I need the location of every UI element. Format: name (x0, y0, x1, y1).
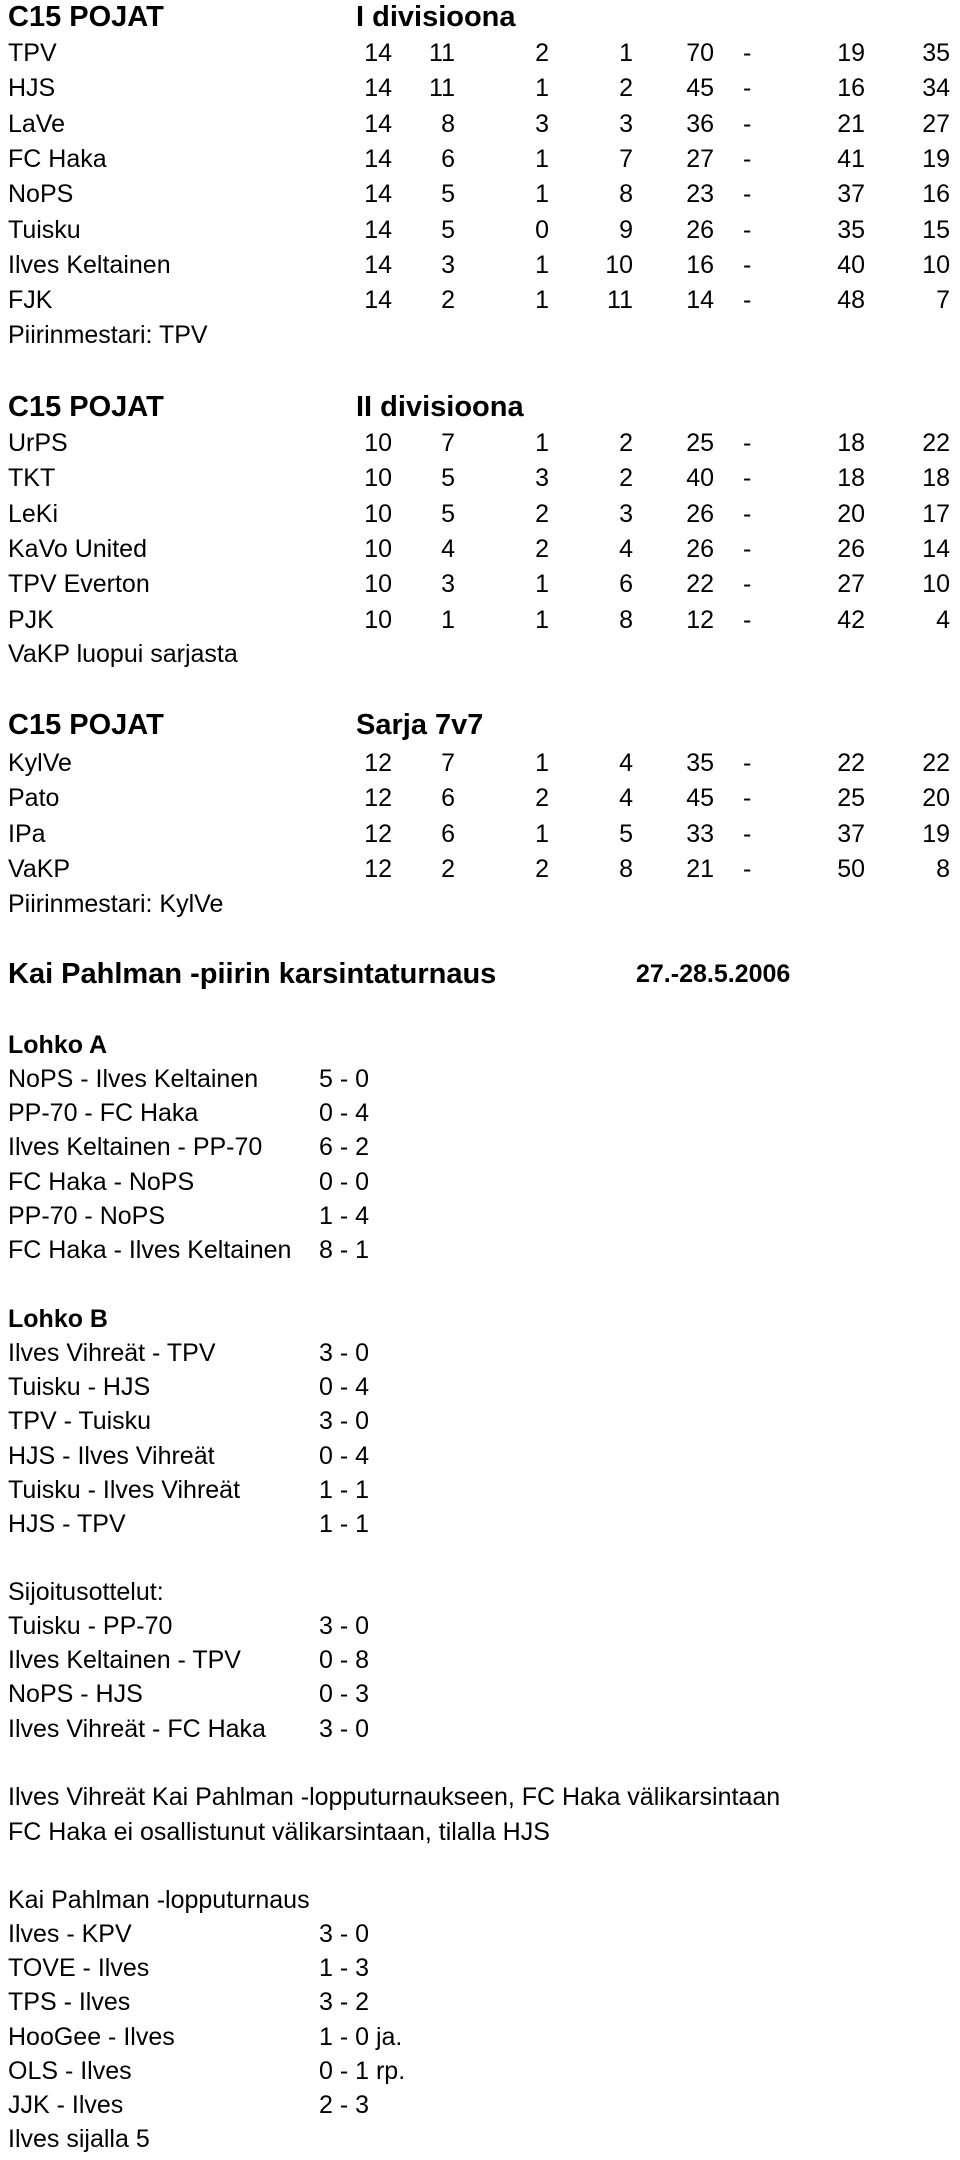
cell-ga: 42 (837, 605, 865, 634)
cell-gf: 27 (686, 144, 714, 173)
division1-note: Piirinmestari: TPV (8, 321, 208, 349)
cell-d: 2 (535, 854, 549, 883)
match-row (8, 1609, 958, 1643)
cell-p: 14 (364, 39, 392, 67)
cell-gf: 70 (686, 39, 714, 67)
cell-pts: 20 (922, 784, 950, 813)
cell-l: 11 (607, 286, 633, 315)
match-teams: NoPS - HJS (8, 1680, 143, 1709)
division3-header (8, 708, 958, 742)
match-score: 3 - 0 (319, 1612, 370, 1640)
cell-ga: 18 (837, 429, 865, 457)
cell-l: 3 (619, 499, 633, 528)
cell-w: 8 (441, 109, 455, 138)
cell-gf: 45 (686, 74, 714, 103)
cell-p: 14 (364, 286, 392, 315)
cell-ga: 35 (837, 215, 865, 244)
cell-w: 11 (429, 74, 455, 103)
cell-p: 14 (364, 109, 392, 138)
cell-w: 6 (441, 784, 455, 813)
team-name: Tuisku (8, 215, 81, 244)
match-teams: TOVE - Ilves (8, 1954, 150, 1983)
cell-dash: - (743, 109, 752, 138)
team-name: NoPS (8, 180, 74, 209)
cell-d: 1 (535, 180, 549, 209)
match-teams: HooGee - Ilves (8, 2022, 175, 2051)
match-row (8, 1712, 958, 1746)
cell-p: 12 (364, 749, 392, 777)
table-row (8, 817, 958, 851)
table-row (8, 532, 958, 566)
match-teams: HJS - Ilves Vihreät (8, 1441, 215, 1470)
cell-ga: 21 (837, 109, 865, 138)
cell-pts: 35 (922, 39, 950, 67)
match-row (8, 1404, 958, 1438)
cell-l: 4 (619, 534, 633, 563)
cell-pts: 10 (922, 250, 950, 279)
cell-gf: 26 (686, 534, 714, 563)
cell-pts: 17 (922, 499, 950, 528)
cell-ga: 16 (837, 74, 865, 103)
cell-w: 5 (441, 464, 455, 493)
cell-d: 1 (535, 74, 549, 103)
match-teams: Ilves Vihreät - FC Haka (8, 1714, 266, 1743)
cell-gf: 25 (686, 429, 714, 457)
match-row (8, 1165, 958, 1199)
cell-gf: 22 (686, 570, 714, 599)
cell-w: 2 (441, 854, 455, 883)
cell-l: 8 (619, 605, 633, 634)
table-row (8, 213, 958, 247)
cell-p: 14 (364, 180, 392, 209)
cell-ga: 40 (837, 250, 865, 279)
cell-pts: 15 (922, 215, 950, 244)
match-row (8, 1643, 958, 1677)
cell-pts: 14 (922, 534, 950, 563)
cell-pts: 22 (922, 749, 950, 777)
cell-l: 9 (619, 215, 633, 244)
team-name: Ilves Keltainen (8, 250, 171, 279)
cell-w: 3 (441, 250, 455, 279)
match-row (8, 2054, 958, 2088)
cell-l: 2 (619, 74, 633, 103)
team-name: FC Haka (8, 144, 107, 173)
cell-d: 1 (535, 144, 549, 173)
table-row (8, 746, 958, 780)
cell-p: 12 (364, 784, 392, 813)
match-score: 1 - 1 (319, 1510, 370, 1538)
group-b-title: Lohko B (8, 1305, 108, 1333)
team-name: HJS (8, 74, 56, 103)
cell-dash: - (743, 749, 752, 777)
cell-dash: - (743, 784, 752, 813)
cell-d: 2 (535, 534, 549, 563)
match-row (8, 1096, 958, 1130)
division1-title: C15 POJAT (8, 1, 164, 33)
table-row (8, 177, 958, 211)
cell-d: 1 (535, 570, 549, 599)
table-row (8, 426, 958, 460)
cell-p: 12 (364, 819, 392, 848)
team-name: PJK (8, 605, 54, 634)
cell-gf: 45 (686, 784, 714, 813)
cell-w: 7 (441, 749, 455, 777)
cell-l: 8 (619, 854, 633, 883)
cell-gf: 40 (686, 464, 714, 493)
match-score: 8 - 1 (319, 1236, 370, 1264)
match-teams: Ilves Keltainen - PP-70 (8, 1133, 263, 1162)
cell-d: 1 (535, 250, 549, 279)
team-name: TKT (8, 464, 56, 493)
cell-l: 1 (619, 39, 633, 67)
cell-gf: 21 (686, 854, 714, 883)
match-row (8, 2088, 958, 2122)
cell-l: 8 (619, 180, 633, 209)
division2-title: C15 POJAT (8, 391, 164, 423)
cell-ga: 50 (837, 854, 865, 883)
cell-ga: 37 (837, 180, 865, 209)
division2-header (8, 390, 958, 424)
cell-dash: - (743, 499, 752, 528)
tournament-note-2: FC Haka ei osallistunut välikarsintaan, tilalla HJS (8, 1818, 550, 1846)
table-row (8, 248, 958, 282)
match-score: 0 - 4 (319, 1373, 370, 1402)
cell-p: 12 (364, 854, 392, 883)
cell-dash: - (743, 215, 752, 244)
cell-l: 4 (619, 749, 633, 777)
cell-l: 3 (619, 109, 633, 138)
final-result: Ilves sijalla 5 (8, 2125, 150, 2153)
cell-dash: - (743, 534, 752, 563)
cell-w: 1 (441, 605, 455, 634)
cell-pts: 10 (922, 570, 950, 599)
cell-dash: - (743, 819, 752, 848)
cell-pts: 7 (936, 286, 950, 315)
match-score: 3 - 0 (319, 1714, 370, 1743)
table-row (8, 461, 958, 495)
cell-w: 11 (429, 39, 455, 67)
group-a-title: Lohko A (8, 1031, 108, 1059)
cell-ga: 20 (837, 499, 865, 528)
cell-dash: - (743, 286, 752, 315)
team-name: Pato (8, 784, 60, 813)
table-row (8, 107, 958, 141)
cell-ga: 22 (837, 749, 865, 777)
match-teams: JJK - Ilves (8, 2091, 124, 2119)
cell-ga: 37 (837, 819, 865, 848)
cell-p: 10 (364, 570, 392, 599)
cell-w: 3 (441, 570, 455, 599)
cell-dash: - (743, 74, 752, 103)
cell-l: 4 (619, 784, 633, 813)
tournament-header (8, 957, 958, 991)
match-score: 0 - 1 rp. (319, 2056, 406, 2085)
final-title: Kai Pahlman -lopputurnaus (8, 1886, 310, 1914)
cell-d: 3 (535, 464, 549, 493)
match-row (8, 1473, 958, 1507)
match-row (8, 1233, 958, 1267)
cell-d: 1 (535, 429, 549, 457)
cell-ga: 48 (837, 286, 865, 315)
cell-p: 10 (364, 464, 392, 493)
match-teams: PP-70 - FC Haka (8, 1099, 199, 1128)
cell-pts: 34 (922, 74, 950, 103)
match-row (8, 1199, 958, 1233)
match-teams: Tuisku - Ilves Vihreät (8, 1475, 241, 1504)
cell-dash: - (743, 464, 752, 493)
cell-gf: 35 (686, 749, 714, 777)
table-row (8, 36, 958, 70)
team-name: KylVe (8, 749, 72, 777)
team-name: TPV Everton (8, 570, 150, 599)
cell-l: 7 (619, 144, 633, 173)
cell-ga: 25 (837, 784, 865, 813)
cell-gf: 26 (686, 499, 714, 528)
cell-pts: 22 (922, 429, 950, 457)
match-score: 0 - 0 (319, 1167, 370, 1196)
placement-title: Sijoitusottelut: (8, 1578, 164, 1606)
tournament-title: Kai Pahlman -piirin karsintaturnaus (8, 958, 497, 990)
cell-dash: - (743, 39, 752, 67)
cell-d: 3 (535, 109, 549, 138)
cell-p: 14 (364, 74, 392, 103)
cell-ga: 19 (837, 39, 865, 67)
match-score: 3 - 0 (319, 1339, 370, 1367)
cell-w: 5 (441, 215, 455, 244)
cell-gf: 16 (686, 250, 714, 279)
team-name: LeKi (8, 499, 59, 528)
match-teams: Tuisku - HJS (8, 1373, 151, 1402)
cell-gf: 14 (686, 286, 714, 315)
table-row (8, 71, 958, 105)
match-score: 1 - 0 ja. (319, 2022, 403, 2051)
cell-ga: 18 (837, 464, 865, 493)
match-teams: HJS - TPV (8, 1510, 126, 1538)
team-name: VaKP (8, 854, 71, 883)
match-score: 0 - 8 (319, 1646, 370, 1675)
cell-d: 2 (535, 39, 549, 67)
cell-w: 6 (441, 144, 455, 173)
table-row (8, 142, 958, 176)
cell-gf: 12 (686, 605, 714, 634)
cell-ga: 41 (837, 144, 865, 173)
match-score: 0 - 4 (319, 1441, 370, 1470)
match-teams: PP-70 - NoPS (8, 1201, 166, 1230)
cell-p: 14 (364, 215, 392, 244)
match-teams: FC Haka - Ilves Keltainen (8, 1236, 292, 1264)
match-score: 2 - 3 (319, 2091, 370, 2119)
cell-ga: 26 (837, 534, 865, 563)
cell-gf: 26 (686, 215, 714, 244)
cell-w: 4 (441, 534, 455, 563)
cell-d: 2 (535, 499, 549, 528)
cell-d: 1 (535, 605, 549, 634)
cell-w: 2 (441, 286, 455, 315)
cell-dash: - (743, 180, 752, 209)
match-teams: TPV - Tuisku (8, 1407, 152, 1436)
table-row (8, 781, 958, 815)
cell-gf: 33 (686, 819, 714, 848)
cell-gf: 36 (686, 109, 714, 138)
division3-subtitle: Sarja 7v7 (356, 709, 484, 741)
division2-note: VaKP luopui sarjasta (8, 640, 238, 668)
division1-header (8, 0, 958, 34)
table-row (8, 567, 958, 601)
match-teams: Ilves Keltainen - TPV (8, 1646, 241, 1675)
cell-w: 6 (441, 819, 455, 848)
match-teams: TPS - Ilves (8, 1988, 131, 2017)
table-row (8, 497, 958, 531)
match-teams: FC Haka - NoPS (8, 1167, 195, 1196)
cell-pts: 19 (922, 819, 950, 848)
match-score: 0 - 4 (319, 1099, 370, 1128)
cell-pts: 27 (922, 109, 950, 138)
match-row (8, 1917, 958, 1951)
cell-dash: - (743, 144, 752, 173)
cell-pts: 19 (922, 144, 950, 173)
cell-p: 10 (364, 534, 392, 563)
cell-dash: - (743, 605, 752, 634)
division2-subtitle: II divisioona (356, 391, 524, 423)
match-row (8, 1507, 958, 1541)
match-row (8, 1336, 958, 1370)
cell-w: 7 (441, 429, 455, 457)
match-row (8, 2020, 958, 2054)
cell-l: 5 (619, 819, 633, 848)
cell-dash: - (743, 854, 752, 883)
match-score: 0 - 3 (319, 1680, 370, 1709)
division3-title: C15 POJAT (8, 709, 164, 741)
team-name: TPV (8, 39, 57, 67)
team-name: IPa (8, 819, 46, 848)
match-row (8, 1951, 958, 1985)
match-teams: Tuisku - PP-70 (8, 1612, 173, 1640)
match-score: 3 - 0 (319, 1920, 370, 1948)
cell-p: 14 (364, 144, 392, 173)
cell-p: 10 (364, 605, 392, 634)
division3-note: Piirinmestari: KylVe (8, 890, 224, 918)
match-row (8, 1370, 958, 1404)
cell-l: 6 (619, 570, 633, 599)
table-row (8, 603, 958, 637)
cell-pts: 18 (922, 464, 950, 493)
team-name: KaVo United (8, 534, 147, 563)
team-name: LaVe (8, 109, 66, 138)
table-row (8, 283, 958, 317)
match-score: 5 - 0 (319, 1065, 370, 1093)
cell-dash: - (743, 429, 752, 457)
match-teams: NoPS - Ilves Keltainen (8, 1065, 259, 1093)
match-score: 3 - 0 (319, 1407, 370, 1436)
cell-l: 10 (605, 250, 633, 279)
cell-d: 2 (535, 784, 549, 813)
cell-pts: 16 (922, 180, 950, 209)
cell-w: 5 (441, 499, 455, 528)
match-score: 6 - 2 (319, 1133, 370, 1162)
match-row (8, 1985, 958, 2019)
match-teams: Ilves Vihreät - TPV (8, 1339, 216, 1367)
match-score: 3 - 2 (319, 1988, 370, 2017)
cell-dash: - (743, 250, 752, 279)
cell-ga: 27 (837, 570, 865, 599)
cell-p: 10 (364, 499, 392, 528)
cell-p: 14 (364, 250, 392, 279)
team-name: FJK (8, 286, 53, 315)
cell-w: 5 (441, 180, 455, 209)
match-teams: OLS - Ilves (8, 2056, 132, 2085)
match-row (8, 1439, 958, 1473)
cell-d: 1 (535, 749, 549, 777)
table-row (8, 852, 958, 886)
cell-pts: 4 (936, 605, 950, 634)
match-row (8, 1677, 958, 1711)
division1-subtitle: I divisioona (356, 1, 516, 33)
cell-gf: 23 (686, 180, 714, 209)
cell-dash: - (743, 570, 752, 599)
cell-d: 1 (535, 286, 549, 315)
tournament-note-1: Ilves Vihreät Kai Pahlman -lopputurnaukseen, FC Haka välikarsintaan (8, 1783, 781, 1811)
cell-l: 2 (619, 464, 633, 493)
match-row (8, 1062, 958, 1096)
match-score: 1 - 1 (319, 1475, 370, 1504)
cell-pts: 8 (936, 854, 950, 883)
cell-d: 0 (535, 215, 549, 244)
match-row (8, 1130, 958, 1164)
tournament-date: 27.-28.5.2006 (636, 960, 791, 988)
match-score: 1 - 3 (319, 1954, 370, 1983)
match-teams: Ilves - KPV (8, 1920, 132, 1948)
cell-p: 10 (364, 429, 392, 457)
team-name: UrPS (8, 429, 68, 457)
cell-l: 2 (619, 429, 633, 457)
cell-d: 1 (535, 819, 549, 848)
match-score: 1 - 4 (319, 1201, 370, 1230)
